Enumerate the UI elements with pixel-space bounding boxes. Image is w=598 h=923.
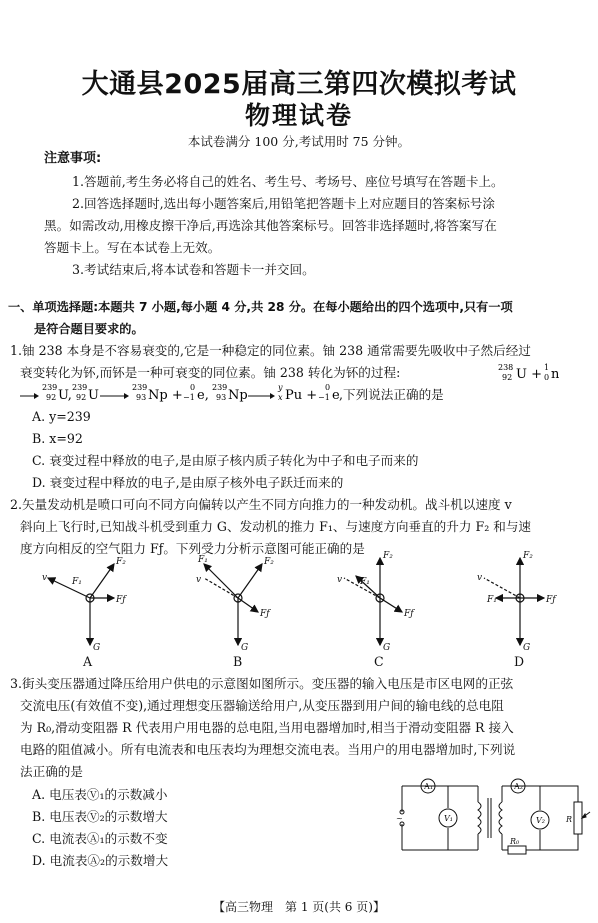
notice-line: 3.考试结束后,将本试卷和答题卡一并交回。 bbox=[72, 262, 315, 277]
q2-force-diagrams bbox=[30, 550, 590, 670]
svg-text:v: v bbox=[196, 575, 202, 585]
svg-text:n: n bbox=[551, 367, 560, 382]
q1-text: 衰变转化为钚,而钚是一种可衰变的同位素。铀 238 转化为钚的过程: bbox=[20, 365, 401, 380]
svg-text:−1: −1 bbox=[318, 393, 330, 402]
svg-text:F₂: F₂ bbox=[523, 551, 533, 561]
svg-text:R: R bbox=[566, 815, 573, 824]
svg-text:92: 92 bbox=[76, 393, 87, 402]
section-heading: 一、单项选择题:本题共 7 小题,每小题 4 分,共 28 分。在每小题给出的四个选项中,只有一项 bbox=[8, 300, 513, 314]
svg-text:e: e bbox=[332, 388, 340, 403]
svg-text:0: 0 bbox=[190, 383, 196, 392]
svg-text:Fƒ: Fƒ bbox=[260, 609, 270, 619]
diagram-label-a: A bbox=[83, 654, 93, 669]
svg-text:U,: U, bbox=[58, 388, 72, 403]
svg-text:F₂: F₂ bbox=[116, 557, 126, 567]
svg-text:G: G bbox=[241, 643, 249, 653]
svg-text:239: 239 bbox=[132, 383, 148, 392]
q1-nuclear-equation bbox=[20, 360, 598, 408]
svg-text:0: 0 bbox=[544, 373, 550, 382]
svg-text:v: v bbox=[42, 573, 48, 583]
svg-text:239: 239 bbox=[72, 383, 88, 392]
notice-line: 答题卡上。写在本试卷上无效。 bbox=[44, 240, 221, 255]
q3-option-a: A. 电压表Ⓥ₁的示数减小 bbox=[32, 787, 168, 802]
q2-text: 度方向相反的空气阻力 Fƒ。下列受力分析示意图可能正确的是 bbox=[20, 541, 365, 556]
svg-text:y: y bbox=[278, 383, 283, 392]
svg-text:F₂: F₂ bbox=[264, 557, 274, 567]
page-footer: 【高三物理 第 1 页(共 6 页)】 bbox=[213, 900, 385, 914]
diagram-label-c: C bbox=[374, 654, 384, 669]
q3-option-d: D. 电流表Ⓐ₂的示数增大 bbox=[32, 853, 169, 868]
q1-option-c: C. 衰变过程中释放的电子,是由原子核内质子转化为中子和电子而来的 bbox=[32, 453, 419, 468]
notice-heading: 注意事项: bbox=[44, 151, 102, 166]
svg-text:v: v bbox=[337, 575, 343, 585]
svg-text:Np: Np bbox=[228, 388, 248, 403]
svg-text:92: 92 bbox=[502, 373, 513, 382]
svg-text:G: G bbox=[383, 643, 391, 653]
svg-text:U: U bbox=[88, 388, 99, 403]
svg-text:239: 239 bbox=[42, 383, 58, 392]
svg-text:A₁: A₁ bbox=[424, 782, 433, 791]
svg-text:Fƒ: Fƒ bbox=[546, 595, 556, 605]
q3-text: 法正确的是 bbox=[20, 764, 83, 779]
svg-text:G: G bbox=[93, 643, 101, 653]
svg-text:A₂: A₂ bbox=[514, 782, 523, 791]
notice-line: 黑。如需改动,用橡皮擦干净后,再选涂其他答案标号。回答非选择题时,将答案写在 bbox=[44, 218, 497, 233]
q3-text: 3.街头变压器通过降压给用户供电的示意图如图所示。变压器的输入电压是市区电网的正弦 bbox=[10, 676, 514, 691]
svg-text:V₁: V₁ bbox=[444, 814, 453, 823]
exam-subject-title: 物理试卷 bbox=[244, 101, 353, 130]
svg-text:x: x bbox=[278, 393, 283, 402]
diagram-b bbox=[204, 564, 262, 645]
svg-text:93: 93 bbox=[216, 393, 227, 402]
exam-subtitle: 本试卷满分 100 分,考试用时 75 分钟。 bbox=[187, 134, 411, 149]
svg-text:93: 93 bbox=[136, 393, 147, 402]
svg-text:238: 238 bbox=[498, 363, 514, 372]
diagram-label-b: B bbox=[233, 654, 243, 669]
diagram-c bbox=[344, 558, 402, 645]
q3-option-c: C. 电流表Ⓐ₁的示数不变 bbox=[32, 831, 168, 846]
svg-text:F₁: F₁ bbox=[72, 577, 82, 587]
q1-option-b: B. x=92 bbox=[32, 431, 83, 446]
q3-text: 电路的阻值减小。所有电流表和电压表均为理想交流电表。当用户的用电器增加时,下列说 bbox=[20, 742, 516, 757]
notice-line: 1.答题前,考生务必将自己的姓名、考生号、考场号、座位号填写在答题卡上。 bbox=[72, 174, 504, 189]
q1-option-d: D. 衰变过程中释放的电子,是由原子核外电子跃迁而来的 bbox=[32, 475, 344, 490]
notice-line: 2.回答选择题时,选出每小题答案后,用铅笔把答题卡上对应题目的答案标号涂 bbox=[72, 196, 496, 211]
q1-text: 1.铀 238 本身是不容易衰变的,它是一种稳定的同位素。铀 238 通常需要先吸收中子然后经过 bbox=[10, 343, 531, 358]
section-heading-cont: 是符合题目要求的。 bbox=[34, 322, 144, 336]
svg-text:F₁: F₁ bbox=[487, 595, 497, 605]
exam-title: 大通县2025届高三第四次模拟考试 bbox=[81, 69, 517, 100]
svg-text:F₁: F₁ bbox=[198, 555, 208, 565]
q3-option-b: B. 电压表Ⓥ₂的示数增大 bbox=[32, 809, 168, 824]
q2-text: 2.矢量发动机是喷口可向不同方向偏转以产生不同方向推力的一种发动机。战斗机以速度 v bbox=[10, 497, 512, 512]
svg-text:e,: e, bbox=[197, 388, 209, 403]
svg-text:0: 0 bbox=[325, 383, 331, 392]
svg-text:Np +: Np + bbox=[148, 388, 183, 403]
svg-text:R₀: R₀ bbox=[510, 837, 520, 846]
svg-text:V₂: V₂ bbox=[536, 816, 545, 825]
svg-text:G: G bbox=[523, 643, 531, 653]
q3-text: 交流电压(有效值不变),通过理想变压器输送给用户,从变压器到用户间的输电线的总电阻 bbox=[20, 698, 504, 713]
svg-text:1: 1 bbox=[544, 363, 550, 372]
svg-text:v: v bbox=[477, 573, 483, 583]
svg-text:239: 239 bbox=[212, 383, 228, 392]
svg-text:~: ~ bbox=[396, 814, 403, 823]
svg-text:92: 92 bbox=[46, 393, 57, 402]
q3-text: 为 R₀,滑动变阻器 R 代表用户用电器的总电阻,当用电器增加时,相当于滑动变阻器 R 接入 bbox=[20, 720, 514, 735]
svg-text:−1: −1 bbox=[183, 393, 195, 402]
q1-option-a: A. y=239 bbox=[32, 409, 91, 424]
svg-text:Fƒ: Fƒ bbox=[116, 595, 126, 605]
svg-text:Fƒ: Fƒ bbox=[404, 609, 414, 619]
svg-text:F₁: F₁ bbox=[360, 577, 370, 587]
q3-circuit-diagram bbox=[388, 772, 594, 864]
diagram-label-d: D bbox=[514, 654, 525, 669]
svg-text:Pu +: Pu + bbox=[285, 388, 318, 403]
svg-text:U +: U + bbox=[516, 367, 542, 382]
q2-text: 斜向上飞行时,已知战斗机受到重力 G、发动机的推力 F₁、与速度方向垂直的升力 F₂ 和与速 bbox=[20, 519, 532, 534]
svg-text:F₂: F₂ bbox=[383, 551, 393, 561]
q1-text-tail: ,下列说法正确的是 bbox=[339, 387, 444, 402]
